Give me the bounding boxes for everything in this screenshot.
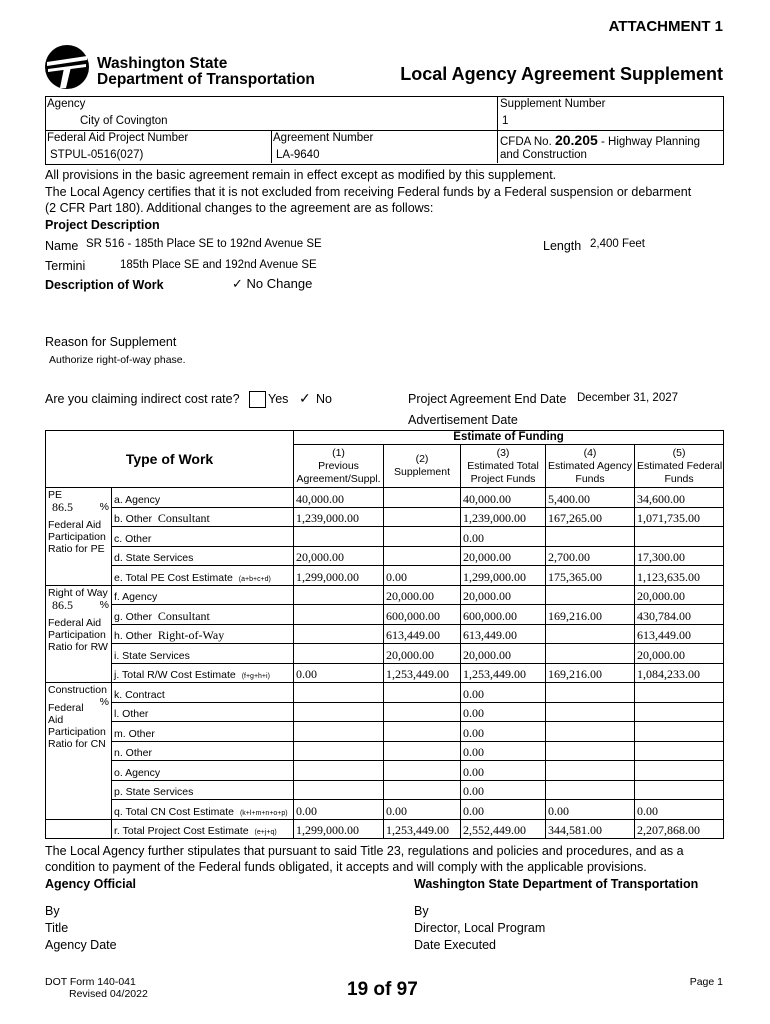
agency-label: Agency <box>47 98 86 110</box>
row-label: d. State Services <box>112 546 294 566</box>
amount-cell-c4[interactable]: 0.00 <box>546 800 635 820</box>
amount-cell-c3[interactable]: 20,000.00 <box>461 585 546 605</box>
amount-cell-c4[interactable]: 175,365.00 <box>546 566 635 586</box>
amount-cell-c5[interactable] <box>635 722 724 742</box>
table-row <box>46 566 724 586</box>
row-label: f. Agency <box>112 585 294 605</box>
termini-label: Termini <box>45 259 86 273</box>
supplement-number-value[interactable]: 1 <box>502 115 509 127</box>
advertisement-date-label: Advertisement Date <box>408 413 518 427</box>
amount-cell-c5[interactable] <box>635 527 724 547</box>
logo-line1: Washington State <box>97 55 228 72</box>
agency-by-label: By <box>45 904 60 918</box>
amount-cell-c5[interactable]: 20,000.00 <box>635 644 724 664</box>
table-row <box>46 546 724 566</box>
row-label: c. Other <box>112 527 294 547</box>
amount-cell-c2[interactable] <box>384 761 461 781</box>
amount-cell-c2[interactable]: 613,449.00 <box>384 624 461 644</box>
amount-cell-c5[interactable]: 613,449.00 <box>635 624 724 644</box>
amount-cell-c2[interactable] <box>384 527 461 547</box>
amount-cell-c2[interactable] <box>384 702 461 722</box>
phase-label: Right of Way <box>48 586 108 599</box>
amount-cell-c2[interactable] <box>384 780 461 800</box>
divider <box>497 130 723 131</box>
amount-cell-c4[interactable]: 344,581.00 <box>546 819 635 839</box>
cfda-label: CFDA No. <box>500 136 552 148</box>
amount-cell-c3[interactable]: 1,299,000.00 <box>461 566 546 586</box>
type-of-work-header: Type of Work <box>46 431 294 488</box>
phase-percent[interactable]: 86.5 % <box>52 500 109 514</box>
amount-cell-c4[interactable]: 169,216.00 <box>546 605 635 625</box>
row-label: m. Other <box>112 722 294 742</box>
col2-header: (2) Supplement <box>384 445 461 488</box>
stipulation-line: The Local Agency further stipulates that pursuant to said Title 23, regulations and policies and procedures, and as a <box>45 844 684 858</box>
amount-cell-c5[interactable]: 1,123,635.00 <box>635 566 724 586</box>
amount-cell-c1[interactable]: 1,239,000.00 <box>294 507 384 527</box>
stipulation-line: condition to payment of the Federal funds obligated, it accepts and will comply with the applicable provisions. <box>45 860 647 874</box>
intro-line: (2 CFR Part 180). Additional changes to the agreement are as follows: <box>45 201 434 215</box>
table-row <box>46 644 724 664</box>
amount-cell-c4[interactable]: 5,400.00 <box>546 488 635 508</box>
amount-cell-c5[interactable]: 1,071,735.00 <box>635 507 724 527</box>
row-label: g. Other Consultant <box>112 605 294 625</box>
intro-line: The Local Agency certifies that it is not excluded from receiving Federal funds by a Federal suspension or debarment <box>45 184 692 199</box>
project-description-heading: Project Description <box>45 217 160 232</box>
amount-cell-c1[interactable] <box>294 761 384 781</box>
amount-cell-c1[interactable]: 0.00 <box>294 800 384 820</box>
amount-cell-c2[interactable] <box>384 546 461 566</box>
table-row <box>46 800 724 820</box>
table-row <box>46 507 724 527</box>
amount-cell-c1[interactable] <box>294 722 384 742</box>
amount-cell-c2[interactable]: 0.00 <box>384 566 461 586</box>
wsdot-by-label: By <box>414 904 429 918</box>
amount-cell-c4[interactable] <box>546 585 635 605</box>
table-row <box>46 819 724 839</box>
amount-cell-c1[interactable]: 20,000.00 <box>294 546 384 566</box>
indirect-no-label: No <box>316 392 332 406</box>
form-number <box>45 976 148 1000</box>
wsdot-logo-icon <box>44 44 90 90</box>
amount-cell-c5[interactable]: 20,000.00 <box>635 585 724 605</box>
length-value[interactable]: 2,400 Feet <box>590 238 645 250</box>
description-of-work-field[interactable] <box>232 276 312 292</box>
amount-cell-c2[interactable]: 600,000.00 <box>384 605 461 625</box>
row-label: b. Other Consultant <box>112 507 294 527</box>
indirect-yes-checkbox[interactable] <box>249 391 266 408</box>
amount-cell-c3[interactable]: 0.00 <box>461 761 546 781</box>
amount-cell-c5[interactable]: 0.00 <box>635 800 724 820</box>
termini-value[interactable]: 185th Place SE and 192nd Avenue SE <box>120 259 317 271</box>
amount-cell-c2[interactable]: 1,253,449.00 <box>384 663 461 683</box>
cfda-text: - Highway Planning <box>597 136 701 148</box>
amount-cell-c4[interactable] <box>546 761 635 781</box>
col4-header: (4) Estimated Agency Funds <box>546 445 635 488</box>
amount-cell-c3[interactable]: 600,000.00 <box>461 605 546 625</box>
wsdot-signature-block <box>414 903 545 954</box>
row-label: j. Total R/W Cost Estimate (f+g+h+i) <box>112 663 294 683</box>
table-row <box>46 488 724 508</box>
indirect-yes-label: Yes <box>268 392 289 406</box>
participation-ratio-label: Federal Aid Participation Ratio for RW <box>48 616 108 653</box>
row-label: i. State Services <box>112 644 294 664</box>
amount-cell-c3[interactable]: 2,552,449.00 <box>461 819 546 839</box>
name-value[interactable]: SR 516 - 185th Place SE to 192nd Avenue SE <box>86 238 322 250</box>
row-label: h. Other Right-of-Way <box>112 624 294 644</box>
form-id: DOT Form 140-041 <box>45 976 136 988</box>
amount-cell-c3[interactable]: 0.00 <box>461 702 546 722</box>
funding-table <box>45 430 724 839</box>
amount-cell-c2[interactable]: 1,253,449.00 <box>384 819 461 839</box>
amount-cell-c3[interactable]: 0.00 <box>461 722 546 742</box>
amount-cell-c1[interactable] <box>294 702 384 722</box>
amount-cell-c2[interactable] <box>384 741 461 761</box>
amount-cell-c4[interactable]: 169,216.00 <box>546 663 635 683</box>
table-row <box>46 780 724 800</box>
amount-cell-c3[interactable]: 20,000.00 <box>461 546 546 566</box>
row-label: l. Other <box>112 702 294 722</box>
amount-cell-c1[interactable] <box>294 605 384 625</box>
intro-line: All provisions in the basic agreement remain in effect except as modified by this supplement. <box>45 168 557 182</box>
stipulation-text <box>45 843 684 875</box>
cfda-number: 20.205 <box>554 132 598 148</box>
amount-cell-c5[interactable]: 17,300.00 <box>635 546 724 566</box>
amount-cell-c2[interactable] <box>384 507 461 527</box>
amount-cell-c2[interactable]: 20,000.00 <box>384 585 461 605</box>
amount-cell-c1[interactable]: 1,299,000.00 <box>294 566 384 586</box>
indirect-cost-label: Are you claiming indirect cost rate? <box>45 392 240 406</box>
wsdot-title-label: Director, Local Program <box>414 921 546 935</box>
check-icon: ✓ <box>232 276 243 291</box>
amount-cell-c4[interactable]: 167,265.00 <box>546 507 635 527</box>
length-label: Length <box>543 239 582 253</box>
amount-cell-c2[interactable]: 20,000.00 <box>384 644 461 664</box>
amount-cell-c4[interactable] <box>546 644 635 664</box>
amount-cell-c3[interactable]: 613,449.00 <box>461 624 546 644</box>
amount-cell-c3[interactable]: 0.00 <box>461 800 546 820</box>
description-of-work-value: No Change <box>246 276 313 291</box>
pe-phase-cell <box>46 488 112 586</box>
logo-text <box>97 56 315 88</box>
table-row <box>46 722 724 742</box>
phase-percent[interactable]: 86.5 % <box>52 597 109 612</box>
attachment-label: ATTACHMENT 1 <box>608 18 723 35</box>
amount-cell-c5[interactable]: 430,784.00 <box>635 605 724 625</box>
amount-cell-c4[interactable] <box>546 527 635 547</box>
amount-cell-c2[interactable]: 0.00 <box>384 800 461 820</box>
form-title: Local Agency Agreement Supplement <box>400 64 723 84</box>
col3-header: (3) Estimated Total Project Funds <box>461 445 546 488</box>
page-count: 19 of 97 <box>347 979 418 1000</box>
amount-cell-c2[interactable] <box>384 488 461 508</box>
amount-cell-c3[interactable]: 0.00 <box>461 741 546 761</box>
cn-phase-cell: Construction % Federal Aid Participation Ratio for CN <box>46 683 112 820</box>
amount-cell-c3[interactable]: 0.00 <box>461 780 546 800</box>
federal-aid-project-value[interactable]: STPUL-0516(027) <box>50 149 144 161</box>
agency-official-heading: Agency Official <box>45 877 136 891</box>
wsdot-heading: Washington State Department of Transportation <box>414 877 699 891</box>
amount-cell-c5[interactable]: 1,084,233.00 <box>635 663 724 683</box>
supplement-number-label: Supplement Number <box>500 98 606 110</box>
amount-cell-c3[interactable]: 1,239,000.00 <box>461 507 546 527</box>
amount-cell-c5[interactable] <box>635 683 724 703</box>
table-row <box>46 527 724 547</box>
amount-cell-c1[interactable] <box>294 683 384 703</box>
table-row <box>46 702 724 722</box>
logo-line2: Department of Transportation <box>97 71 315 88</box>
amount-cell-c4[interactable] <box>546 722 635 742</box>
row-label: o. Agency <box>112 761 294 781</box>
amount-cell-c5[interactable] <box>635 761 724 781</box>
amount-cell-c1[interactable]: 0.00 <box>294 663 384 683</box>
row-label: n. Other <box>112 741 294 761</box>
description-of-work-label: Description of Work <box>45 278 164 292</box>
amount-cell-c1[interactable] <box>294 741 384 761</box>
rw-phase-cell <box>46 585 112 683</box>
amount-cell-c1[interactable]: 1,299,000.00 <box>294 819 384 839</box>
table-row <box>46 663 724 683</box>
row-label: r. Total Project Cost Estimate (e+j+q) <box>112 819 294 839</box>
amount-cell-c2[interactable] <box>384 722 461 742</box>
agency-signature-block <box>45 903 117 954</box>
empty-cell <box>46 819 112 839</box>
amount-cell-c5[interactable]: 34,600.00 <box>635 488 724 508</box>
end-date-value[interactable]: December 31, 2027 <box>577 392 679 404</box>
check-icon[interactable]: ✓ <box>299 390 311 406</box>
amount-cell-c4[interactable] <box>546 702 635 722</box>
estimate-of-funding-header: Estimate of Funding <box>294 431 724 445</box>
end-date-label: Project Agreement End Date <box>408 392 567 406</box>
table-row <box>46 761 724 781</box>
amount-cell-c4[interactable] <box>546 780 635 800</box>
col1-header: (1) Previous Agreement/Suppl. <box>294 445 384 488</box>
amount-cell-c1[interactable] <box>294 585 384 605</box>
row-label: a. Agency <box>112 488 294 508</box>
agreement-number-label: Agreement Number <box>273 132 374 144</box>
page-number: Page 1 <box>689 976 723 988</box>
row-label: q. Total CN Cost Estimate (k+l+m+n+o+p) <box>112 800 294 820</box>
table-row <box>46 624 724 644</box>
phase-label: PE <box>48 489 63 501</box>
amount-cell-c5[interactable]: 2,207,868.00 <box>635 819 724 839</box>
amount-cell-c5[interactable] <box>635 780 724 800</box>
name-label: Name <box>45 239 79 253</box>
col5-header: (5) Estimated Federal Funds <box>635 445 724 488</box>
federal-aid-project-label: Federal Aid Project Number <box>47 132 189 144</box>
amount-cell-c4[interactable]: 2,700.00 <box>546 546 635 566</box>
agreement-number-value[interactable]: LA-9640 <box>276 149 320 161</box>
reason-label: Reason for Supplement <box>45 335 177 349</box>
revised-date: Revised 04/2022 <box>69 988 148 1000</box>
divider <box>271 130 272 163</box>
amount-cell-c3[interactable]: 20,000.00 <box>461 644 546 664</box>
amount-cell-c5[interactable] <box>635 741 724 761</box>
amount-cell-c1[interactable]: 40,000.00 <box>294 488 384 508</box>
cfda-text-2: and Construction <box>500 149 587 161</box>
intro-text <box>45 167 691 233</box>
amount-cell-c1[interactable] <box>294 624 384 644</box>
cfda-field <box>500 132 700 148</box>
table-title-row <box>46 431 724 445</box>
amount-cell-c3[interactable]: 0.00 <box>461 683 546 703</box>
participation-ratio-label: Federal Aid Participation Ratio for CN <box>48 702 106 750</box>
agency-value[interactable]: City of Covington <box>80 115 168 127</box>
agency-date-label: Agency Date <box>45 938 117 952</box>
row-label: k. Contract <box>112 683 294 703</box>
amount-cell-c5[interactable] <box>635 702 724 722</box>
table-row <box>46 683 724 703</box>
reason-value[interactable]: Authorize right-of-way phase. <box>49 354 186 366</box>
table-row <box>46 741 724 761</box>
table-row <box>46 585 724 605</box>
amount-cell-c1[interactable] <box>294 644 384 664</box>
participation-ratio-label: Federal Aid Participation Ratio for PE <box>48 519 106 555</box>
amount-cell-c4[interactable] <box>546 624 635 644</box>
agency-title-label: Title <box>45 921 69 935</box>
amount-cell-c1[interactable] <box>294 780 384 800</box>
wsdot-date-label: Date Executed <box>414 938 496 952</box>
amount-cell-c3[interactable]: 1,253,449.00 <box>461 663 546 683</box>
amount-cell-c4[interactable] <box>546 683 635 703</box>
amount-cell-c3[interactable]: 0.00 <box>461 527 546 547</box>
row-label: e. Total PE Cost Estimate (a+b+c+d) <box>112 566 294 586</box>
amount-cell-c4[interactable] <box>546 741 635 761</box>
phase-label: Construction <box>48 684 107 696</box>
amount-cell-c3[interactable]: 40,000.00 <box>461 488 546 508</box>
amount-cell-c2[interactable] <box>384 683 461 703</box>
amount-cell-c1[interactable] <box>294 527 384 547</box>
row-label: p. State Services <box>112 780 294 800</box>
table-row <box>46 605 724 625</box>
